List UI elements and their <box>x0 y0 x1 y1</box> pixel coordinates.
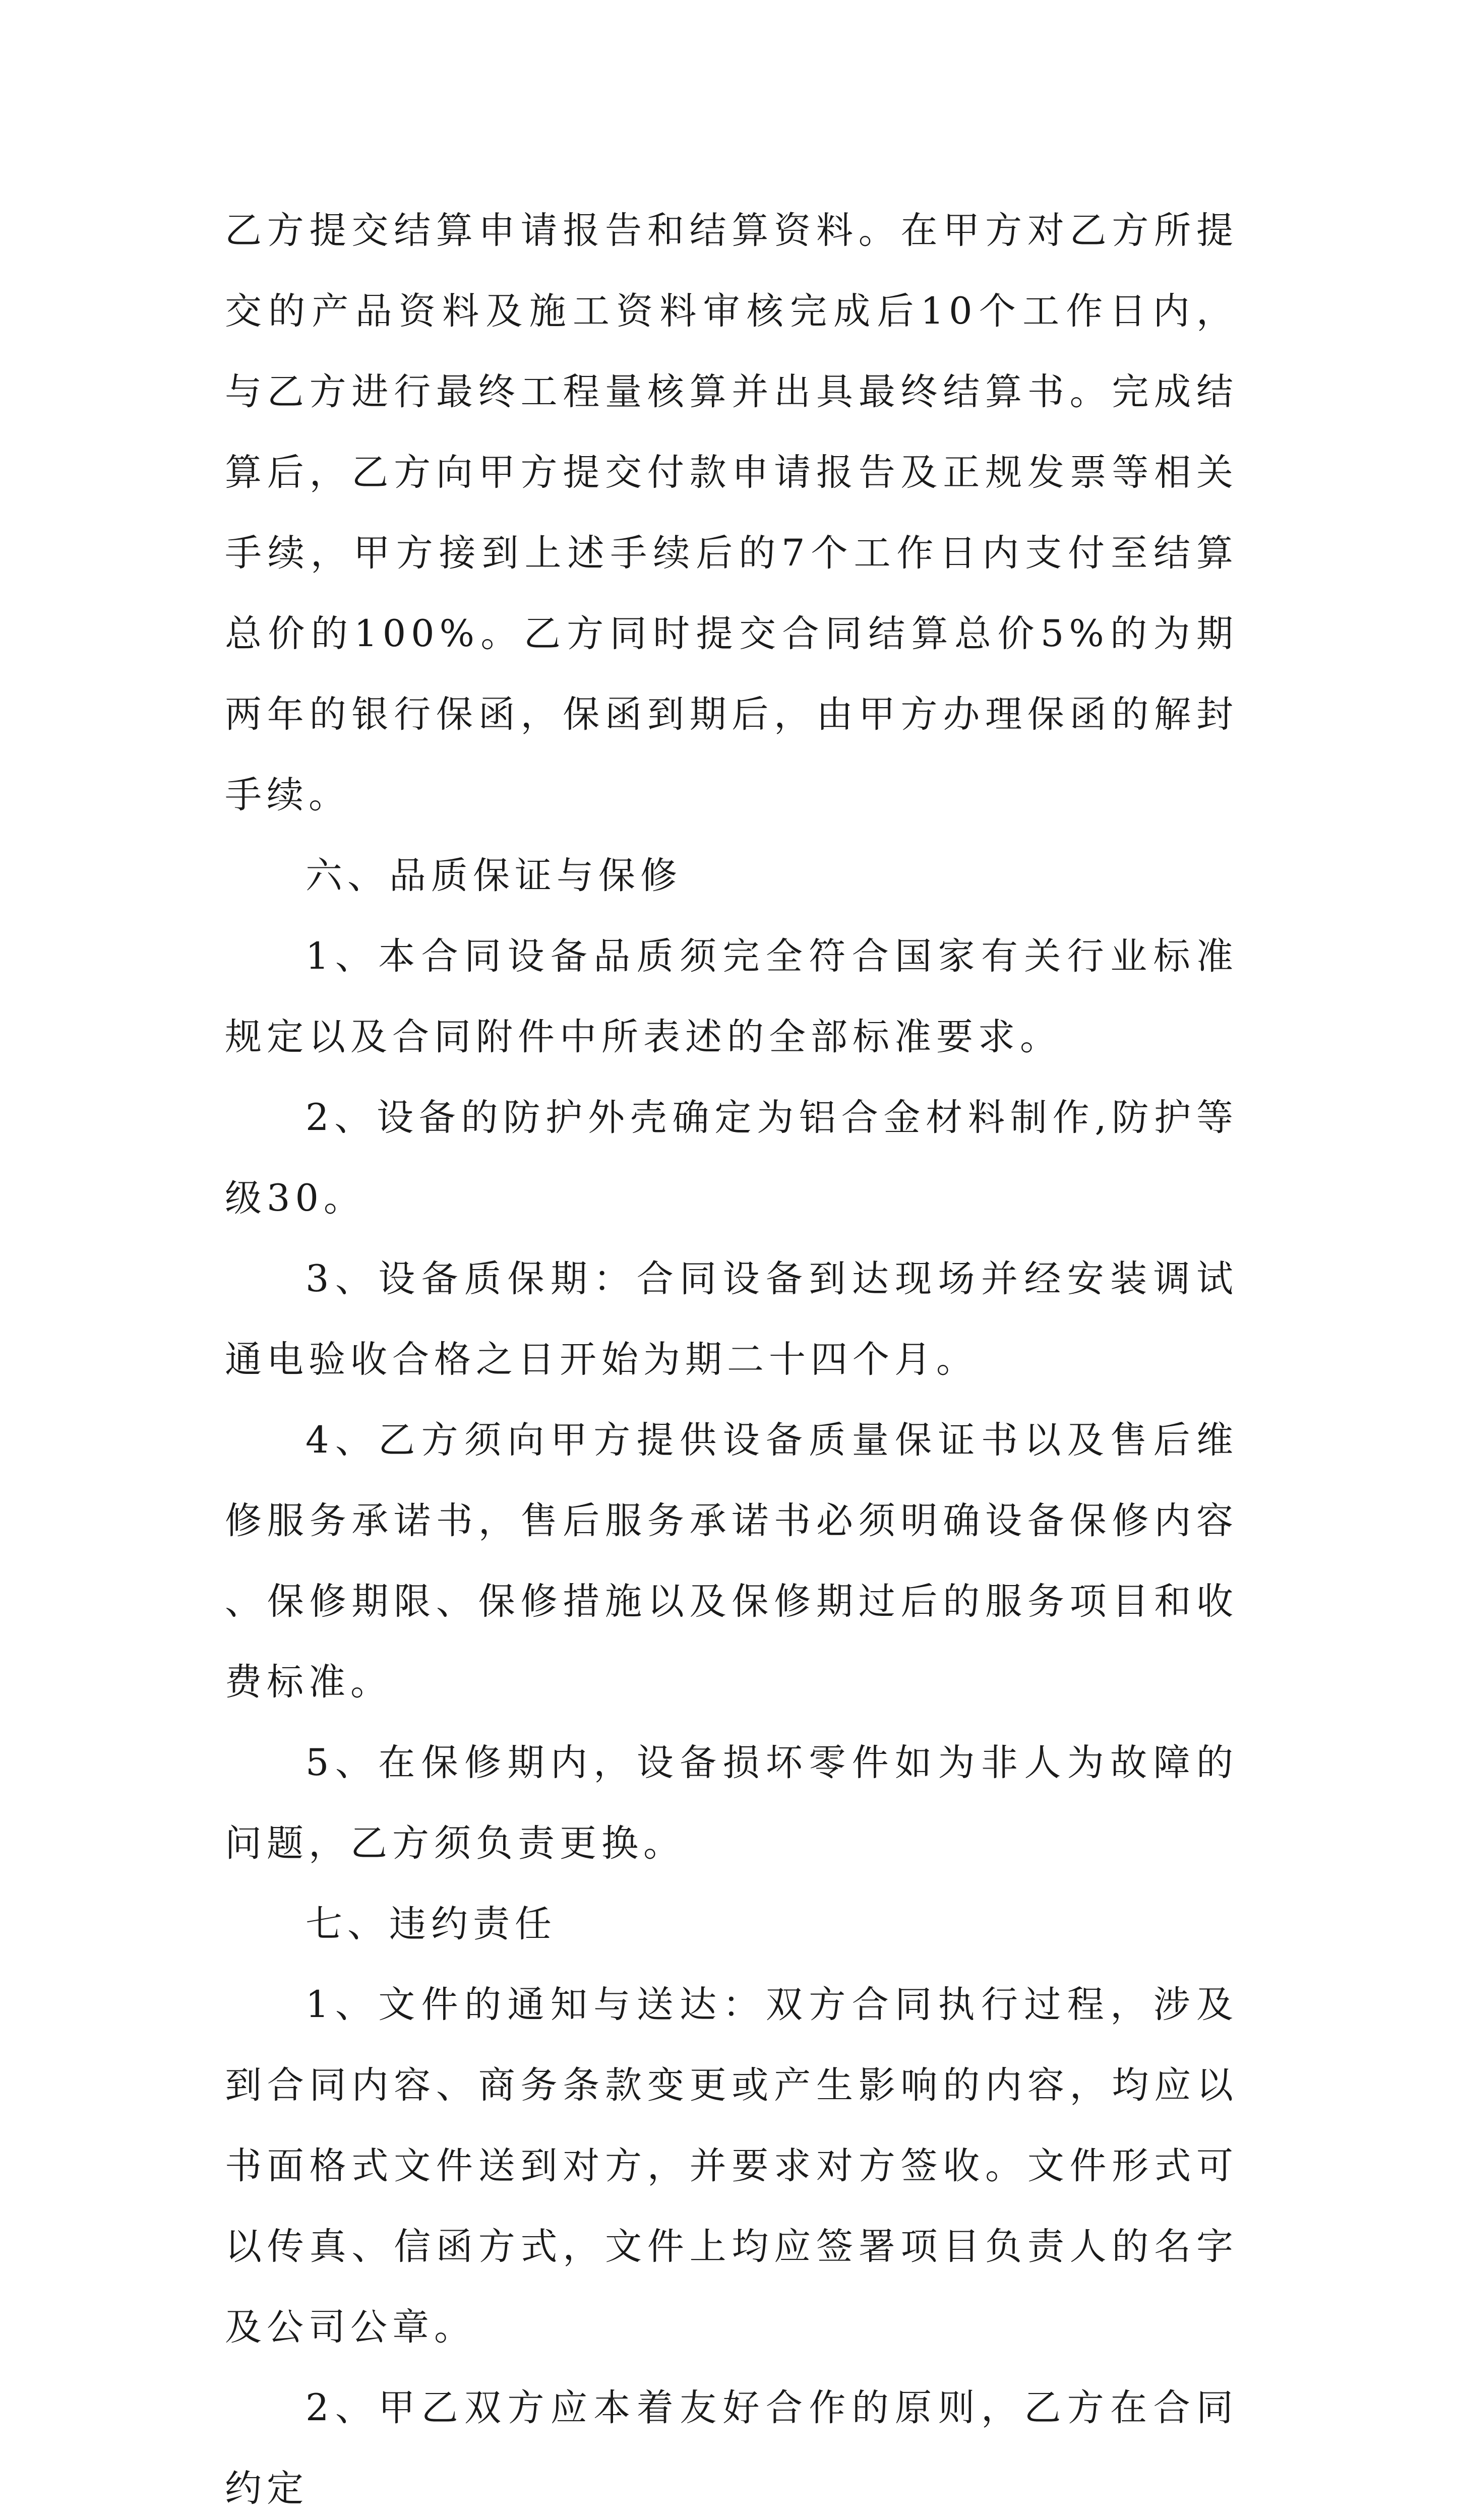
document-body <box>225 191 1238 2520</box>
section-heading-breach-liability: 七、违约责任 <box>306 1903 557 1945</box>
clause-part-replacement: 5、在保修期内，设备损坏零件如为非人为故障的问题，乙方须负责更换。 <box>225 1741 1238 1865</box>
clause-quality-standard: 1、本合同设备品质须完全符合国家有关行业标准规定以及合同附件中所表述的全部标准要求。 <box>225 935 1238 1058</box>
clause-notice-delivery: 1、文件的通知与送达：双方合同执行过程，涉及到合同内容、商务条款变更或产生影响的内容，均应以书面格式文件送到对方，并要求对方签收。文件形式可以传真、信函方式，文件上均应签署项目负责人的名字及公司公章。 <box>225 1983 1238 2349</box>
clause-cooperation: 2、甲乙双方应本着友好合作的原则，乙方在合同约定 <box>225 2386 1238 2510</box>
paragraph-settlement: 乙方提交结算申请报告和结算资料。在甲方对乙方所提交的产品资料及施工资料审核完成后10个工作日内，与乙方进行最终工程量核算并出具最终结算书。完成结算后，乙方向甲方提交付款申请报告及正规发票等相关手续，甲方接到上述手续后的7个工作日内支付至结算总价的100%。乙方同时提交合同结算总价5%的为期两年的银行保函，保函到期后，由甲方办理保函的解封手续。 <box>225 209 1238 816</box>
clause-warranty-period: 3、设备质保期：合同设备到达现场并经安装调试通电验收合格之日开始为期二十四个月。 <box>225 1257 1238 1381</box>
section-heading-quality-warranty: 六、品质保证与保修 <box>306 854 682 897</box>
clause-protective-housing: 2、设备的防护外壳确定为铝合金材料制作,防护等级30。 <box>225 1096 1238 1220</box>
clause-warranty-documents: 4、乙方须向甲方提供设备质量保证书以及售后维修服务承诺书，售后服务承诺书必须明确设备保修内容、保修期限、保修措施以及保修期过后的服务项目和收费标准。 <box>225 1419 1238 1704</box>
